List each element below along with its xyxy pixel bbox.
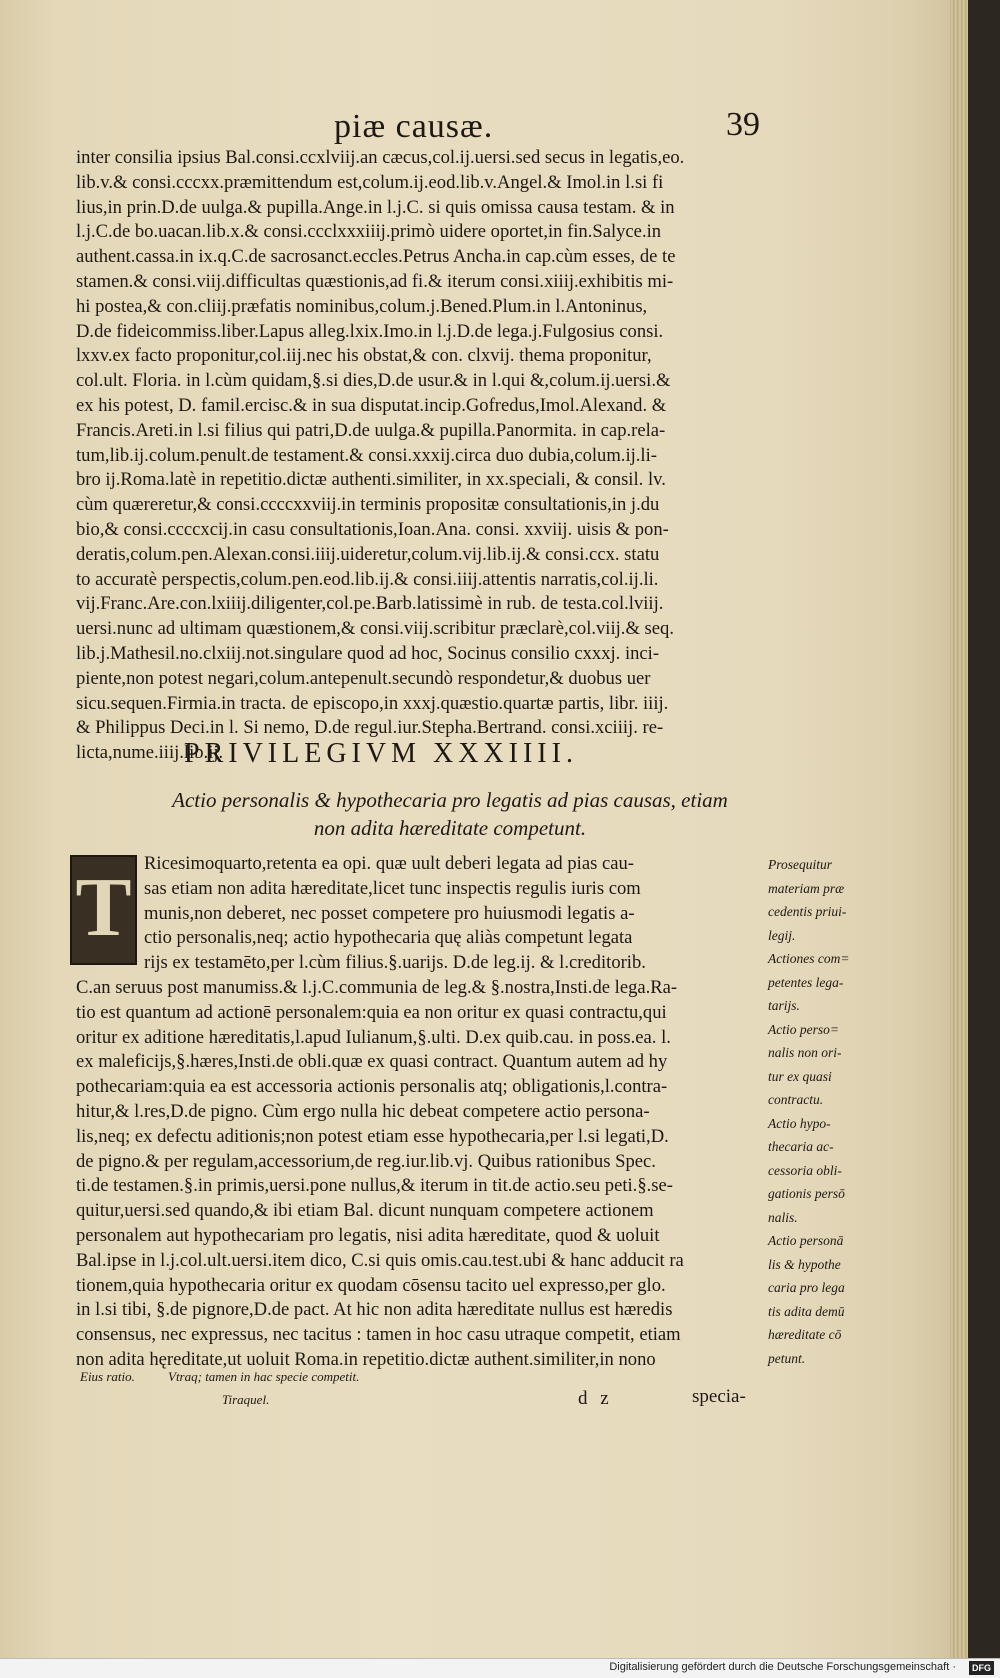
text-line: bro ij.Roma.latè in repetitio.dictæ authenti.similiter, in xx.speciali, & consil. lv. xyxy=(76,469,666,491)
text-line: tum,lib.ij.colum.penult.de testament.& consi.xxxij.circa duo dubia,colum.ij.li- xyxy=(76,444,657,466)
footer-ratio-note: Eius ratio. xyxy=(80,1369,135,1384)
footer-author: Tiraquel. xyxy=(222,1392,270,1407)
text-line: lis,neq; ex defectu aditionis;non potest etiam esse hypothecaria,per l.si legati,D. xyxy=(76,1125,669,1147)
text-line: oritur ex aditione hæreditatis,l.apud Iulianum,§.ulti. D.ex quib.cau. in poss.ea. l. xyxy=(76,1026,671,1048)
margin-note-line: cedentis priui- xyxy=(768,904,847,919)
credit-bar xyxy=(0,1658,1000,1678)
margin-note-line: petunt. xyxy=(768,1350,806,1366)
text-line: bio,& consi.ccccxcij.in casu consultationis,Ioan.Ana. consi. xxviij. uisis & pon- xyxy=(76,518,669,540)
margin-note-line: Actio hypo- xyxy=(768,1115,831,1131)
margin-note-line: caria pro lega xyxy=(768,1280,845,1295)
text-line: sicu.sequen.Firmia.in tracta. de episcopo,in xxxj.quæstio.quartæ partis, libr. iiij. xyxy=(76,692,669,714)
text-line: ex maleficijs,§.hæres,Insti.de obli.quæ ex quasi contract. Quantum autem ad hy xyxy=(76,1051,668,1073)
text-line: de pigno.& per regulam,accessorium,de reg.iur.lib.vj. Quibus rationibus Spec. xyxy=(76,1150,656,1172)
margin-note-line: hæreditate cō xyxy=(768,1327,842,1342)
text-line: pothecariam:quia ea est accessoria actionis personalis atq; obligationis,l.contra- xyxy=(76,1076,668,1098)
margin-note-line: Actiones com= xyxy=(768,951,850,966)
text-line: & Philippus Deci.in l. Si nemo, D.de regul.iur.Stepha.Bertrand. consi.xciiij. re- xyxy=(76,717,664,739)
margin-note-line: tarijs. xyxy=(768,998,800,1013)
text-line: l.j.C.de bo.uacan.lib.x.& consi.ccclxxxiiij.primò uidere oportet,in fin.Salyce.in xyxy=(76,221,662,243)
footer-catch-note: Vtraq; tamen in hac specie competit. xyxy=(168,1369,360,1384)
text-line: hitur,& l.res,D.de pigno. Cùm ergo nulla hic debeat competere actio persona- xyxy=(76,1100,650,1122)
summary-line: non adita hæreditate competunt. xyxy=(313,816,587,840)
text-line: non adita hęreditate,ut uoluit Roma.in repetitio.dictæ authent.similiter,in nono xyxy=(76,1348,656,1370)
margin-note-line: Actio personā xyxy=(768,1233,844,1248)
text-line: quitur,uersi.sed quando,& ibi etiam Bal. dicunt nunquam competere actionem xyxy=(76,1200,654,1222)
running-head: piæ causæ. xyxy=(334,108,494,145)
text-line: ti.de testamen.§.in primis,uersi.pone nullus,& iterum in tit.de actio.seu peti.§.se- xyxy=(76,1175,673,1197)
margin-note-line: legij. xyxy=(768,927,796,943)
preceding-text-block xyxy=(76,146,764,766)
text-line: vij.Franc.Are.con.lxiiij.diligenter,col.pe.Barb.latissimè in rub. de testa.col.lviij. xyxy=(76,593,664,615)
margin-note-line: lis & hypothe xyxy=(768,1256,841,1272)
text-line: to accuratè perspectis,colum.pen.eod.lib.ij.& consi.iiij.attentis narratis,col.ij.li. xyxy=(76,568,659,590)
text-line: Bal.ipse in l.j.col.ult.uersi.item dico, C.si quis omis.cau.test.ubi & hanc adducit ra xyxy=(76,1249,684,1271)
margin-note-line: cessoria obli- xyxy=(768,1162,842,1178)
text-line: tionem,quia hypothecaria oritur ex quodam cōsensu tacito uel expresso,per glo. xyxy=(76,1274,666,1296)
text-line: lius,in prin.D.de uulga.& pupilla.Ange.in l.j.C. si quis omissa causa testam. & in xyxy=(76,196,675,218)
text-line: Ricesimoquarto,retenta ea opi. quæ uult deberi legata ad pias cau- xyxy=(144,853,634,874)
text-line: sas etiam non adita hæreditate,licet tunc inspectis regulis iuris com xyxy=(144,877,641,899)
margin-note-line: nalis non ori- xyxy=(768,1045,842,1060)
margin-note-line: Prosequitur xyxy=(768,857,832,872)
text-line: piente,non potest negari,colum.antepenult.secundò respondetur,& duobus uer xyxy=(76,667,651,689)
signature-mark: d z xyxy=(578,1388,613,1409)
margin-note-line: gationis persō xyxy=(768,1186,845,1201)
margin-note-line: materiam præ xyxy=(768,880,845,896)
text-line: inter consilia ipsius Bal.consi.ccxlviij.an cæcus,col.ij.uersi.sed secus in legatis,eo. xyxy=(76,147,685,168)
text-line: D.de fideicommiss.liber.Lapus alleg.lxix.Imo.in l.j.D.de lega.j.Fulgosius consi. xyxy=(76,320,664,342)
text-line: lib.v.& consi.cccxx.præmittendum est,colum.ij.eod.lib.v.Angel.& Imol.in l.si fi xyxy=(76,171,664,193)
margin-note-line: tur ex quasi xyxy=(768,1068,832,1084)
margin-note-line: contractu. xyxy=(768,1092,824,1107)
text-line: stamen.& consi.viij.difficultas quæstionis,ad fi.& iterum consi.xiiij.exhibitis mi- xyxy=(76,270,674,292)
margin-note-line: Actio perso= xyxy=(768,1021,839,1037)
initial-letter: T xyxy=(75,861,132,954)
text-line: Francis.Areti.in l.si filius qui patri,D.de uulga.& pupilla.Panormita. in cap.rela- xyxy=(76,419,666,441)
credit-text: Digitalisierung gefördert durch die Deutsche Forschungsgemeinschaft · xyxy=(609,1661,956,1673)
text-line: consensus, nec expressus, nec tacitus : tamen in hoc casu utraque competit, etiam xyxy=(76,1324,681,1346)
text-line: authent.cassa.in ix.q.C.de sacrosanct.eccles.Petrus Ancha.in cap.cùm esses, de te xyxy=(76,246,676,268)
text-line: col.ult. Floria. in l.cùm quidam,§.si dies,D.de usur.& in l.qui &,colum.ij.uersi.& xyxy=(76,370,671,392)
summary-line: Actio personalis & hypothecaria pro legatis ad pias causas, etiam xyxy=(172,788,728,812)
text-line: munis,non deberet, nec posset competere pro huiusmodi legatis a- xyxy=(144,902,635,924)
text-line: deratis,colum.pen.Alexan.consi.iiij.uideretur,colum.vij.lib.ij.& consi.ccx. statu xyxy=(76,543,660,565)
page-number: 39 xyxy=(726,106,760,143)
privilege-heading: PRIVILEGIVM XXXIIII. xyxy=(184,738,578,769)
margin-note-line: petentes lega- xyxy=(768,974,844,990)
text-line: uersi.nunc ad ultimam quæstionem,& consi.viij.scribitur præclarè,col.viij.& seq. xyxy=(76,618,674,640)
margin-note-line: tis adita demū xyxy=(768,1303,845,1319)
dfg-logo-icon: DFG xyxy=(969,1661,994,1675)
page-edges xyxy=(950,0,968,1659)
main-text-block xyxy=(76,852,766,1373)
text-line: licta,nume.iiij.lib.ij. xyxy=(76,742,224,764)
text-line: hi postea,& con.cliij.præfatis nominibus,colum.j.Bened.Plum.in l.Antoninus, xyxy=(76,295,648,317)
decorated-initial xyxy=(70,855,137,965)
margin-note-line: nalis. xyxy=(768,1209,798,1225)
text-line: in l.si tibi, §.de pignore,D.de pact. At hic non adita hæreditate nullus est hæredis xyxy=(76,1299,673,1321)
privilege-summary xyxy=(150,786,750,842)
text-line: rijs ex testamēto,per l.cùm filius.§.uarijs. D.de leg.ij. & l.creditorib. xyxy=(144,952,646,974)
text-line: ex his potest, D. famil.ercisc.& in sua disputat.incip.Gofredus,Imol.Alexand. & xyxy=(76,394,667,416)
text-line: tio est quantum ad actionē personalem:quia ea non oritur ex quasi contractu,qui xyxy=(76,1001,667,1023)
text-line: ctio personalis,neq; actio hypothecaria quę aliàs competunt legata xyxy=(144,927,633,949)
margin-notes xyxy=(768,853,880,1370)
text-line: personalem aut hypothecariam pro legatis, nisi adita hæreditate, quod & uoluit xyxy=(76,1224,660,1246)
text-line: lxxv.ex facto proponitur,col.iij.nec his obstat,& con. clxvij. thema proponitur, xyxy=(76,345,652,367)
margin-note-line: thecaria ac- xyxy=(768,1139,834,1154)
text-line: C.an seruus post manumiss.& l.j.C.communia de leg.& §.nostra,Insti.de lega.Ra- xyxy=(76,976,678,998)
catchword: specia- xyxy=(692,1386,746,1407)
text-line: cùm quæreretur,& consi.ccccxxviij.in terminis propositæ consultationis,in j.du xyxy=(76,494,660,516)
text-line: lib.j.Mathesil.no.clxiij.not.singulare quod ad hoc, Socinus consilio cxxxj. inci- xyxy=(76,642,660,664)
